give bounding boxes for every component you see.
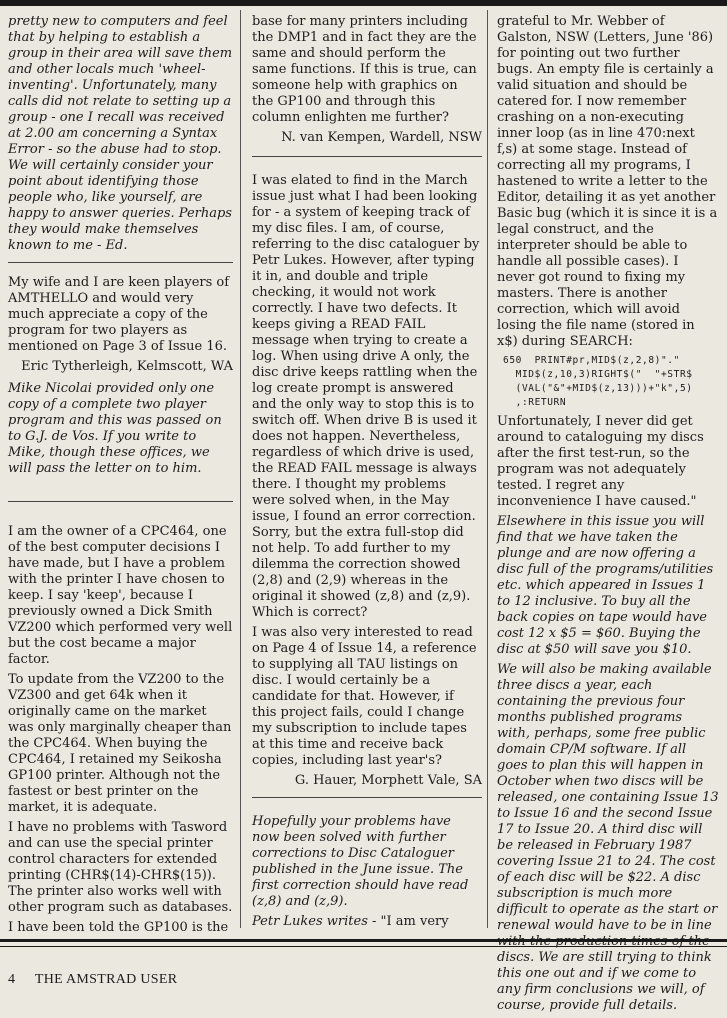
letter-body: My wife and I are keen players of AMTHELLO and would very much appreciate a copy of the program for two players as mentioned on Page 3 of Issue 16. xyxy=(8,275,230,354)
top-border xyxy=(0,0,727,6)
letter-divider xyxy=(8,262,233,263)
letter-signature: N. van Kempen, Wardell, NSW xyxy=(281,130,482,145)
code-line: MID$(z,10,3)RIGHT$(" "+STR$ xyxy=(503,369,693,380)
code-line: 650 PRINT#pr,MID$(z,2,8)"." xyxy=(503,355,680,366)
letter-body: Unfortunately, I never did get around to cataloguing my discs after the first test-run, so the program was not adequately tested. I regret any inconvenience I have caused." xyxy=(497,414,704,509)
editor-reply: We will also be making available three discs a year, each containing the previous four months published programs with, perhaps, some free public domain CP/M software. If all goes to plan this will happen in October when two discs will be released, one containing Issue 13 to Issue 16 and the second Issue 17 to Issue 20. A third disc will be released in February 1987 covering Issue 21 to 24. The cost of each disc will be $22. A disc subscription is much more difficult to operate as the start or renewal would have to be in line discs. We are still trying to think this one out and if we come to any firm conclusions we will, of course, provide full details. xyxy=(497,662,719,1013)
letter-signature: G. Hauer, Morphett Vale, SA xyxy=(294,773,482,788)
letter-body: I was also very interested to read on Page 4 of Issue 14, a reference to supplying all TAU listings on disc. I would certainly be a candidate for that. However, if this project fails, could I change my subscription to include tapes at this time and receive back copies, including last year's? xyxy=(252,625,477,768)
letter-author-lead: Petr Lukes writes - xyxy=(252,914,377,929)
column-divider xyxy=(487,10,488,928)
page-number: 4 xyxy=(8,972,16,987)
letter-body xyxy=(252,914,482,930)
editor-reply: Elsewhere in this issue you will find that we have taken the plunge and are now offering a disc full of the programs/utilities etc. which appeared in Issues 1 to 12 inclusive. To buy all the back copies on tape would have cost 12 x $5 = $60. Buying the disc at $50 will save you $10. xyxy=(497,514,714,657)
column-divider xyxy=(240,10,241,928)
footer-rule xyxy=(0,946,727,947)
letter-body: base for many printers including the DMP1 and in fact they are the same and should perform the same functions. If this is true, can someone help with graphics on the GP100 and through this column enlighten me further? xyxy=(252,14,477,125)
page-footer xyxy=(8,972,193,988)
letter-body: grateful to Mr. Webber of Galston, NSW (Letters, June '86) for pointing out two further bugs. An empty file is certainly a valid situation and should be catered for. I now remember crashing on a non-executing inner loop (as in line 470:next f,s) at some stage. Instead of correcting all my programs, I hastened to write a letter to the Editor, detailing it as yet another Basic bug (which it is since it is a legal construct, and the interpreter should be able to handle all possible cases). I never got round to fixing my masters. There is another correction, which will avoid losing the file name (stored in x$) during SEARCH: xyxy=(497,14,718,349)
letter-body: I was elated to find in the March issue just what I had been looking for - a system of keeping track of my disc files. I am, of course, referring to the disc cataloguer by Petr Lukes. However, after typing it in, and double and triple checking, it would not work correctly. I have two defects. It keeps giving a READ FAIL message when trying to create a log. When using drive A only, the disc drive keeps rattling when the log create prompt is answered and the only way to stop this is to switch off. When drive B is used it does not happen. Nevertheless, regardless of which drive is used, the READ FAIL message is always there. I thought my problems were solved when, in the May issue, I found an error correction. Sorry, but the extra full-stop did not help. To add further to my dilemma the correction showed (2,8) and (2,9) whereas in the original it showed (z,8) and (z,9). Which is correct? xyxy=(252,173,480,620)
letter-divider xyxy=(252,156,482,157)
magazine-title: THE AMSTRAD USER xyxy=(34,972,178,987)
letter-divider xyxy=(8,501,233,502)
letter-text: "I am very xyxy=(376,914,449,929)
column-1 xyxy=(8,14,233,940)
letter-body: I have been told the GP100 is the xyxy=(8,920,229,935)
column-3 xyxy=(497,14,719,1018)
column-2 xyxy=(252,14,482,934)
letter-body: I have no problems with Tasword and can use the special printer control characters for extended printing (CHR$(14)-CHR$(15)). The printer also works well with other program such as databases. xyxy=(8,820,233,915)
letter-divider xyxy=(252,797,482,798)
editor-reply: Hopefully your problems have now been solved with further corrections to Disc Cataloguer published in the June issue. The first correction should have read (z,8) and (z,9). xyxy=(252,814,469,909)
editor-reply: pretty new to computers and feel that by helping to establish a group in their area will save them and other locals much 'wheel-inventing'. Unfortunately, many calls did not relate to setting up a group - one I recall was received at 2.00 am concerning a Syntax Error - so the abuse had to stop. We will certainly consider your point about identifying those people who, like yourself, are happy to answer queries. Perhaps they would make themselves known to me - Ed. xyxy=(8,14,233,253)
code-line: (VAL("&"+MID$(z,13)))+"k",5) xyxy=(503,383,693,394)
code-listing xyxy=(503,354,719,410)
letter-body: I am the owner of a CPC464, one of the best computer decisions I have made, but I have a problem with the printer I have chosen to keep. I say 'keep', because I previously owned a Dick Smith VZ200 which performed very well but the cost became a major factor. xyxy=(8,524,233,667)
editor-reply: Mike Nicolai provided only one copy of a complete two player program and this was passed on to G.J. de Vos. If you write to Mike, though these offices, we will pass the letter on to him. xyxy=(8,381,222,476)
letter-body: To update from the VZ200 to the VZ300 and get 64k when it originally came on the market was only marginally cheaper than the CPC464. When buying the CPC464, I retained my Seikosha GP100 printer. Although not the fastest or best printer on the market, it is adequate. xyxy=(8,672,232,815)
letter-signature: Eric Tytherleigh, Kelmscott, WA xyxy=(21,359,233,374)
code-line: ,:RETURN xyxy=(503,397,567,408)
footer-rule xyxy=(0,939,727,942)
